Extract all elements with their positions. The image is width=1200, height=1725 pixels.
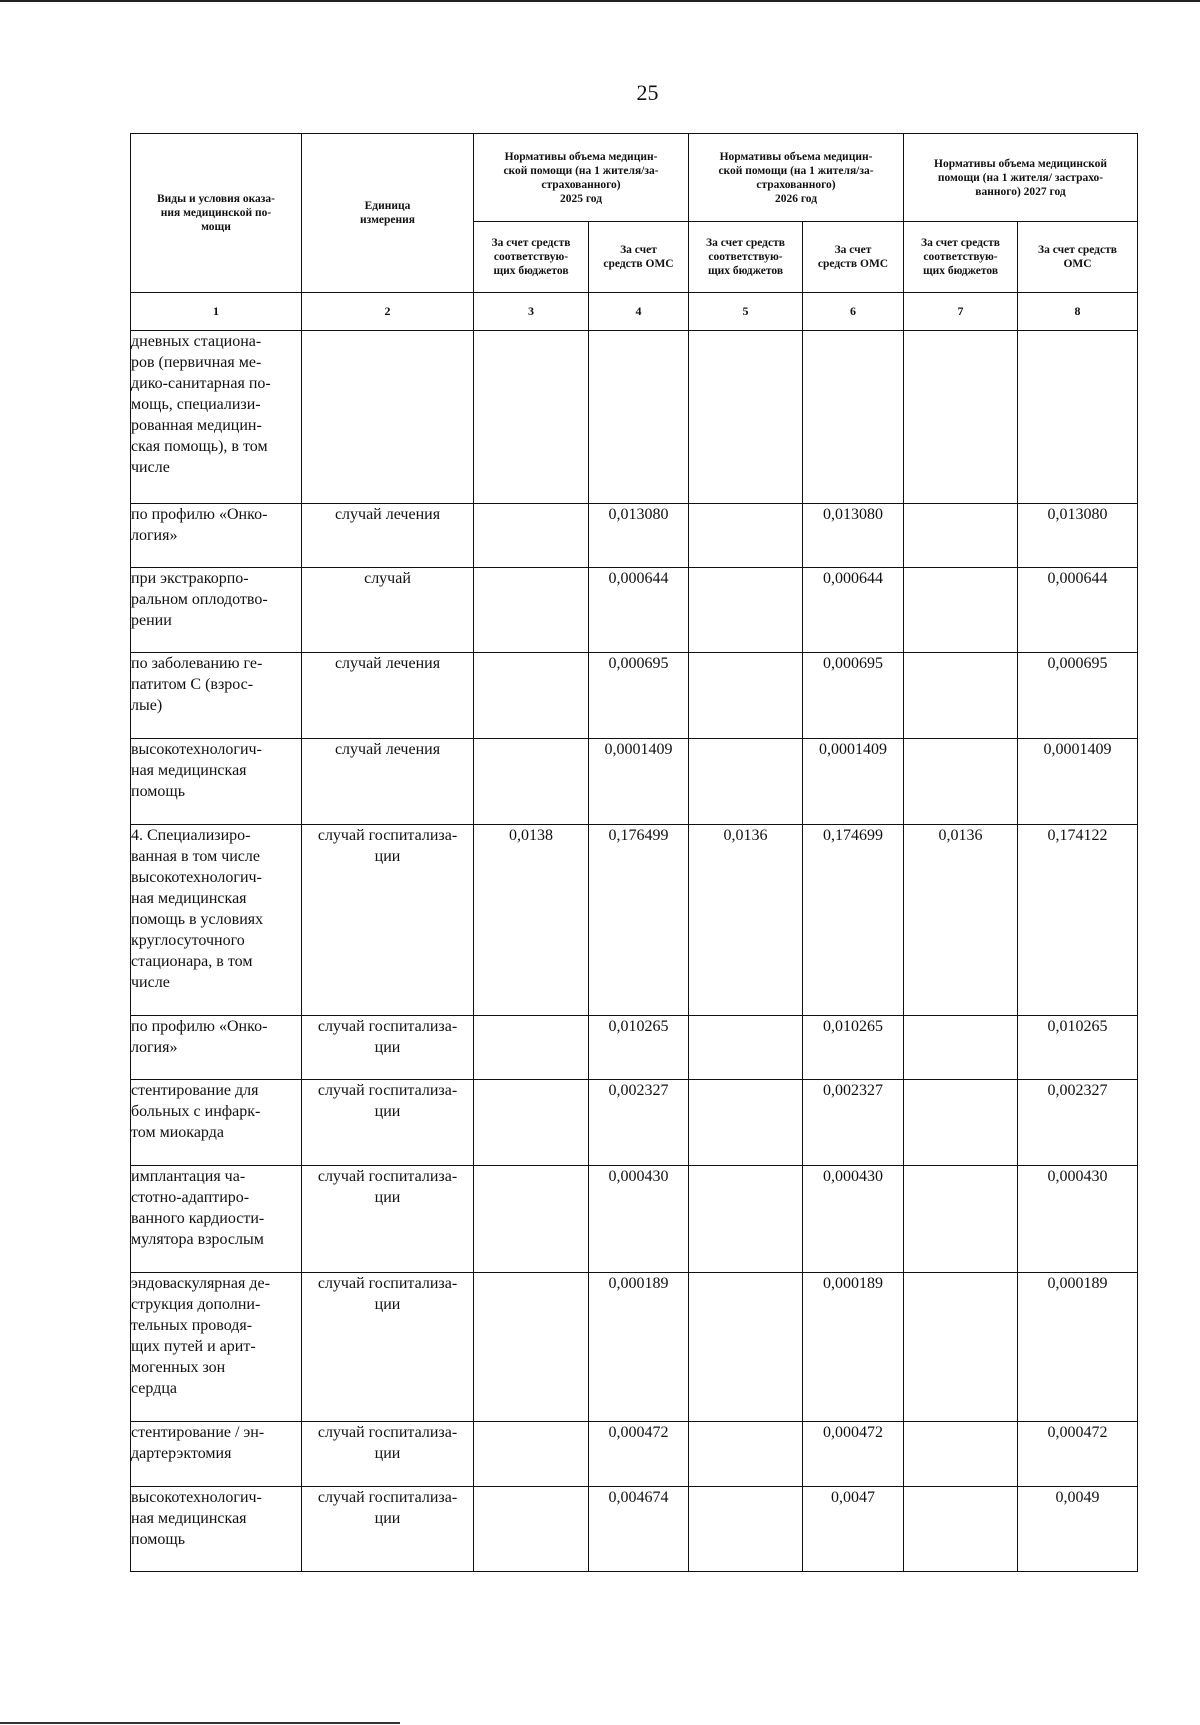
table-row [131, 1080, 1138, 1166]
budget-value-cell: 0,0138 [474, 825, 589, 1016]
care-type-cell: эндоваскулярная де- струкция дополни- тельных проводя- щих путей и арит- могенных зон сердца [131, 1273, 302, 1422]
column-number: 3 [474, 293, 589, 331]
budget-value-cell [689, 1487, 803, 1572]
table-row [131, 331, 1138, 504]
oms-value-cell: 0,000644 [589, 568, 689, 653]
budget-value-cell [474, 568, 589, 653]
page-number: 25 [636, 80, 659, 105]
budget-value-cell [474, 1016, 589, 1080]
oms-value-cell: 0,000644 [1018, 568, 1138, 653]
care-type-cell: стентирование / эн- дартерэктомия [131, 1422, 302, 1487]
budget-value-cell [904, 1080, 1018, 1166]
oms-value-cell: 0,002327 [589, 1080, 689, 1166]
subheader-budget-2026: За счет средств соответствую- щих бюджетов [689, 222, 803, 293]
oms-value-cell: 0,000430 [803, 1166, 904, 1273]
table-body [131, 331, 1138, 1572]
budget-value-cell [689, 1080, 803, 1166]
oms-value-cell: 0,000189 [589, 1273, 689, 1422]
budget-value-cell [474, 331, 589, 504]
budget-value-cell [474, 1166, 589, 1273]
care-type-cell: стентирование для больных с инфарк- том миокарда [131, 1080, 302, 1166]
header-types-conditions: Виды и условия оказа- ния медицинской по- мощи [131, 134, 302, 293]
budget-value-cell [474, 1080, 589, 1166]
budget-value-cell [904, 1273, 1018, 1422]
care-type-cell: имплантация ча- стотно-адаптиро- ванного кардиости- мулятора взрослым [131, 1166, 302, 1273]
table-row [131, 1422, 1138, 1487]
oms-value-cell: 0,010265 [589, 1016, 689, 1080]
bottom-border-line [0, 1722, 400, 1724]
unit-cell: случай госпитализа- ции [302, 825, 474, 1016]
oms-value-cell: 0,000644 [803, 568, 904, 653]
norms-table [130, 133, 1138, 1572]
care-type-cell: 4. Специализиро- ванная в том числе высокотехнологич- ная медицинская помощь в условиях круглосуточного стационара, в том числе [131, 825, 302, 1016]
oms-value-cell: 0,0049 [1018, 1487, 1138, 1572]
unit-cell [302, 331, 474, 504]
subheader-oms-2026: За счет средств ОМС [803, 222, 904, 293]
table-row [131, 739, 1138, 825]
oms-value-cell: 0,000430 [1018, 1166, 1138, 1273]
unit-cell: случай лечения [302, 739, 474, 825]
oms-value-cell: 0,010265 [803, 1016, 904, 1080]
budget-value-cell [904, 1487, 1018, 1572]
unit-cell: случай госпитализа- ции [302, 1080, 474, 1166]
budget-value-cell [689, 653, 803, 739]
budget-value-cell [689, 1166, 803, 1273]
subheader-budget-2027: За счет средств соответствую- щих бюджетов [904, 222, 1018, 293]
table-row [131, 825, 1138, 1016]
oms-value-cell: 0,174122 [1018, 825, 1138, 1016]
oms-value-cell: 0,002327 [803, 1080, 904, 1166]
unit-cell: случай госпитализа- ции [302, 1016, 474, 1080]
budget-value-cell [474, 739, 589, 825]
care-type-cell: при экстракорпо- ральном оплодотво- рении [131, 568, 302, 653]
budget-value-cell [474, 653, 589, 739]
budget-value-cell [689, 331, 803, 504]
oms-value-cell: 0,000472 [803, 1422, 904, 1487]
table-row [131, 653, 1138, 739]
column-number: 6 [803, 293, 904, 331]
budget-value-cell [904, 504, 1018, 568]
unit-cell: случай лечения [302, 504, 474, 568]
budget-value-cell [904, 568, 1018, 653]
subheader-budget-2025: За счет средств соответствую- щих бюджетов [474, 222, 589, 293]
oms-value-cell [803, 331, 904, 504]
care-type-cell: высокотехнологич- ная медицинская помощь [131, 739, 302, 825]
oms-value-cell: 0,000695 [589, 653, 689, 739]
unit-cell: случай госпитализа- ции [302, 1487, 474, 1572]
oms-value-cell: 0,176499 [589, 825, 689, 1016]
table-row [131, 1487, 1138, 1572]
care-type-cell: дневных стациона- ров (первичная ме- дико-санитарная по- мощь, специализи- рованная медицин- ская помощь), в том числе [131, 331, 302, 504]
oms-value-cell: 0,000695 [803, 653, 904, 739]
column-numbers-row [131, 293, 1138, 331]
oms-value-cell: 0,000472 [1018, 1422, 1138, 1487]
budget-value-cell [689, 1422, 803, 1487]
oms-value-cell: 0,000430 [589, 1166, 689, 1273]
care-type-cell: по профилю «Онко- логия» [131, 504, 302, 568]
oms-value-cell: 0,000695 [1018, 653, 1138, 739]
oms-value-cell: 0,002327 [1018, 1080, 1138, 1166]
oms-value-cell: 0,000189 [803, 1273, 904, 1422]
unit-cell: случай госпитализа- ции [302, 1422, 474, 1487]
oms-value-cell: 0,013080 [1018, 504, 1138, 568]
budget-value-cell [904, 653, 1018, 739]
budget-value-cell [904, 1016, 1018, 1080]
budget-value-cell [474, 1422, 589, 1487]
table-row [131, 1273, 1138, 1422]
budget-value-cell [689, 1273, 803, 1422]
unit-cell: случай лечения [302, 653, 474, 739]
oms-value-cell: 0,004674 [589, 1487, 689, 1572]
column-number: 5 [689, 293, 803, 331]
header-unit: Единица измерения [302, 134, 474, 293]
oms-value-cell: 0,0047 [803, 1487, 904, 1572]
oms-value-cell: 0,013080 [803, 504, 904, 568]
unit-cell: случай госпитализа- ции [302, 1166, 474, 1273]
care-type-cell: по профилю «Онко- логия» [131, 1016, 302, 1080]
unit-cell: случай [302, 568, 474, 653]
budget-value-cell [689, 739, 803, 825]
budget-value-cell [689, 568, 803, 653]
oms-value-cell: 0,0001409 [1018, 739, 1138, 825]
oms-value-cell: 0,013080 [589, 504, 689, 568]
table-row [131, 1016, 1138, 1080]
oms-value-cell [589, 331, 689, 504]
subheader-oms-2027: За счет средств ОМС [1018, 222, 1138, 293]
budget-value-cell [689, 504, 803, 568]
unit-cell: случай госпитализа- ции [302, 1273, 474, 1422]
budget-value-cell [904, 1166, 1018, 1273]
column-number: 2 [302, 293, 474, 331]
oms-value-cell: 0,000189 [1018, 1273, 1138, 1422]
budget-value-cell [474, 504, 589, 568]
header-group-2025: Нормативы объема медицин- ской помощи (на 1 жителя/за- страхованного) 2025 год [474, 134, 689, 222]
budget-value-cell [904, 331, 1018, 504]
budget-value-cell [904, 739, 1018, 825]
subheader-oms-2025: За счет средств ОМС [589, 222, 689, 293]
budget-value-cell [474, 1273, 589, 1422]
column-number: 7 [904, 293, 1018, 331]
table-row [131, 568, 1138, 653]
oms-value-cell [1018, 331, 1138, 504]
oms-value-cell: 0,000472 [589, 1422, 689, 1487]
top-border-line [0, 0, 1200, 2]
header-group-2027: Нормативы объема медицинской помощи (на 1 жителя/ застрахо- ванного) 2027 год [904, 134, 1138, 222]
care-type-cell: высокотехнологич- ная медицинская помощь [131, 1487, 302, 1572]
header-group-2026: Нормативы объема медицин- ской помощи (на 1 жителя/за- страхованного) 2026 год [689, 134, 904, 222]
oms-value-cell: 0,0001409 [589, 739, 689, 825]
column-number: 1 [131, 293, 302, 331]
oms-value-cell: 0,174699 [803, 825, 904, 1016]
budget-value-cell: 0,0136 [689, 825, 803, 1016]
column-number: 4 [589, 293, 689, 331]
budget-value-cell: 0,0136 [904, 825, 1018, 1016]
budget-value-cell [689, 1016, 803, 1080]
oms-value-cell: 0,0001409 [803, 739, 904, 825]
budget-value-cell [474, 1487, 589, 1572]
table-row [131, 1166, 1138, 1273]
budget-value-cell [904, 1422, 1018, 1487]
table-row [131, 504, 1138, 568]
column-number: 8 [1018, 293, 1138, 331]
care-type-cell: по заболеванию ге- патитом С (взрос- лые) [131, 653, 302, 739]
oms-value-cell: 0,010265 [1018, 1016, 1138, 1080]
